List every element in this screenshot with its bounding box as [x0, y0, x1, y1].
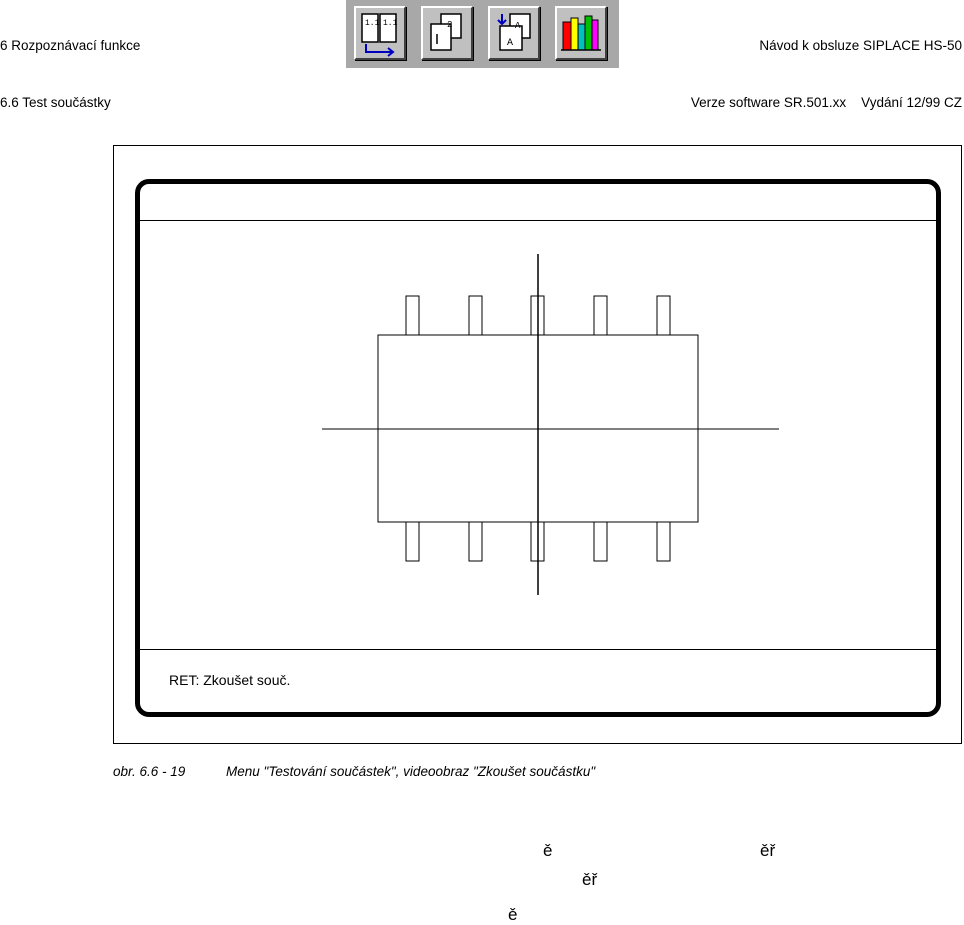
document-split-icon	[356, 8, 404, 58]
manual-title: Návod k obsluze SIPLACE HS-50	[759, 38, 962, 53]
books-icon	[557, 8, 605, 58]
section-title: 6.6 Test součástky	[0, 95, 111, 110]
svg-text:1.1: 1.1	[383, 19, 398, 28]
text-fragment: ěř	[582, 870, 598, 889]
screen-status-divider	[140, 649, 936, 650]
software-version: Verze software SR.501.xx Vydání 12/99 CZ	[690, 95, 962, 110]
component-pin-bottom	[657, 522, 670, 561]
text-fragment: ě	[543, 841, 553, 860]
page-exchange-button[interactable]	[488, 6, 540, 60]
status-text: RET: Zkoušet souč.	[169, 672, 291, 688]
component-pin-bottom	[406, 522, 419, 561]
svg-text:A: A	[515, 21, 521, 31]
text-fragment: ě	[508, 905, 518, 924]
component-diagram	[140, 184, 936, 712]
chapter-title: 6 Rozpoznávací funkce	[0, 38, 141, 53]
header-right	[691, 0, 962, 131]
pages-button[interactable]	[421, 6, 473, 60]
svg-text:2: 2	[447, 20, 453, 30]
figure-caption	[113, 764, 595, 779]
component-pin-top	[594, 296, 607, 336]
pages-icon	[423, 8, 471, 58]
caption-label: obr. 6.6 - 19	[113, 764, 186, 779]
component-pin-bottom	[469, 522, 482, 561]
caption-text: Menu "Testování součástek", videoobraz "Zkoušet součástku"	[226, 764, 596, 779]
library-button[interactable]	[555, 6, 607, 60]
component-pin-bottom	[594, 522, 607, 561]
navigation-toolbar	[346, 0, 619, 68]
component-pin-top	[657, 296, 670, 336]
component-pin-top	[469, 296, 482, 336]
component-pin-top	[406, 296, 419, 336]
text-fragment: ěř	[760, 841, 776, 860]
svg-text:1.1: 1.1	[365, 19, 380, 28]
video-screen	[135, 179, 941, 717]
toc-button[interactable]	[354, 6, 406, 60]
header-left	[0, 0, 140, 131]
svg-text:A: A	[507, 38, 514, 49]
page-exchange-icon	[490, 8, 538, 58]
